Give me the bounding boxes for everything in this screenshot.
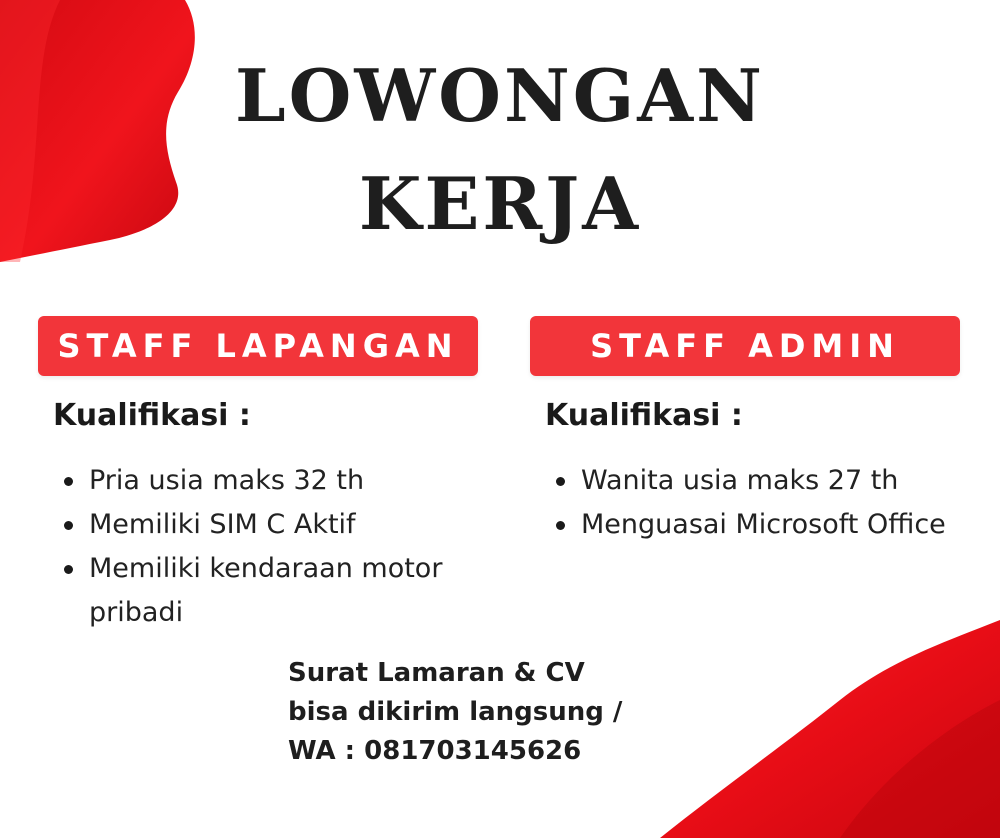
title-line-2: KERJA	[358, 161, 642, 246]
qualification-heading: Kualifikasi :	[53, 398, 251, 433]
bullet-icon	[64, 565, 73, 574]
qualification-heading: Kualifikasi :	[545, 398, 743, 433]
requirement-text: Menguasai Microsoft Office	[581, 509, 946, 540]
requirement-list	[530, 459, 960, 547]
requirement-item	[38, 503, 478, 547]
bullet-icon	[556, 477, 565, 486]
contact-info	[288, 654, 708, 771]
requirement-text: Wanita usia maks 27 th	[581, 465, 899, 496]
contact-whatsapp-number: WA : 081703145626	[288, 736, 582, 766]
requirement-text: Memiliki kendaraan motor pribadi	[89, 553, 443, 628]
job-column-staff-lapangan	[38, 316, 478, 635]
requirement-text: Memiliki SIM C Aktif	[89, 509, 356, 540]
job-title-badge: STAFF ADMIN	[530, 316, 960, 376]
bullet-icon	[556, 521, 565, 530]
contact-line-2: bisa dikirim langsung /	[288, 697, 623, 727]
job-column-staff-admin	[530, 316, 960, 547]
requirement-item	[38, 459, 478, 503]
job-title-badge: STAFF LAPANGAN	[38, 316, 478, 376]
contact-line-1: Surat Lamaran & CV	[288, 658, 585, 688]
requirement-item	[530, 503, 960, 547]
bullet-icon	[64, 477, 73, 486]
title-line-1: LOWONGAN	[235, 53, 765, 138]
requirement-text: Pria usia maks 32 th	[89, 465, 365, 496]
requirement-list	[38, 459, 478, 635]
requirement-item	[38, 547, 478, 635]
bullet-icon	[64, 521, 73, 530]
requirement-item	[530, 459, 960, 503]
